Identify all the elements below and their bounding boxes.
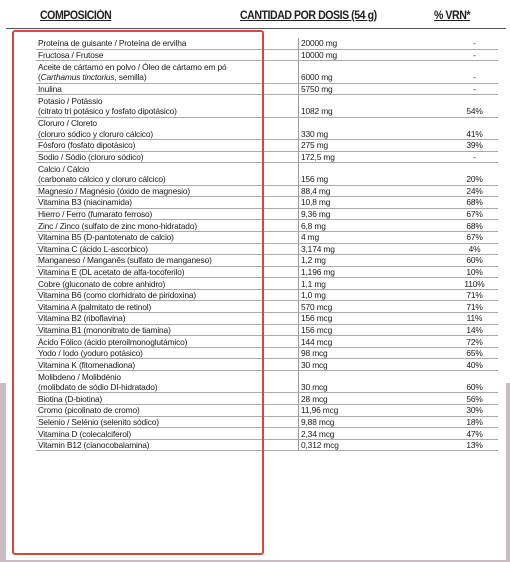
- table-row: [36, 117, 498, 139]
- ingredient-name-cell: [36, 313, 299, 325]
- table-row: [36, 163, 498, 185]
- vrn-cell: 39%: [451, 139, 498, 151]
- table-row: [36, 208, 498, 220]
- ingredient-name-line: Fósforo (fosfato dipotásico): [38, 140, 136, 151]
- ingredient-name-line: (cloruro sódico y cloruro cálcico): [38, 128, 153, 139]
- ingredient-name-line: Aceite de cártamo en polvo / Óleo de cártamo em pó: [38, 61, 227, 72]
- ingredient-name-line: Fructosa / Frutose: [38, 49, 104, 60]
- ingredient-name-cell: [36, 393, 299, 405]
- vrn-cell: 60%: [451, 255, 498, 267]
- dose-cell: 156 mg: [299, 163, 452, 185]
- ingredient-name-cell: [36, 49, 299, 61]
- dose-cell: 156 mcg: [299, 313, 452, 325]
- vrn-cell: 41%: [451, 117, 498, 139]
- table-row: [36, 301, 498, 313]
- table-row: [36, 289, 498, 301]
- dose-cell: 30 mcg: [299, 359, 452, 371]
- dose-cell: 144 mcg: [299, 336, 452, 348]
- vrn-cell: 68%: [451, 220, 498, 232]
- ingredient-name-cell: [36, 117, 299, 139]
- ingredient-name-cell: [36, 405, 299, 417]
- vrn-cell: 65%: [451, 347, 498, 359]
- ingredient-name-line: Vitamina E (DL acetato de alfa-tocoferilo): [38, 266, 185, 277]
- table-row: [36, 185, 498, 197]
- table-row: [36, 220, 498, 232]
- dose-cell: 275 mg: [299, 139, 452, 151]
- dose-cell: 1,1 mg: [299, 278, 452, 290]
- dose-cell: 6,8 mg: [299, 220, 452, 232]
- ingredient-name-line: Vitamina B2 (riboflavina): [38, 313, 126, 324]
- vrn-cell: 13%: [451, 439, 498, 451]
- ingredient-name-cell: [36, 95, 299, 117]
- ingredient-name-cell: [36, 255, 299, 267]
- vrn-cell: 72%: [451, 336, 498, 348]
- vrn-cell: 67%: [451, 208, 498, 220]
- ingredient-name-cell: [36, 220, 299, 232]
- ingredient-name-cell: [36, 185, 299, 197]
- dose-cell: 9,36 mg: [299, 208, 452, 220]
- ingredient-name-cell: [36, 278, 299, 290]
- dose-cell: 20000 mg: [299, 38, 452, 49]
- ingredient-name-line: (Carthamus tinctorius, semilla): [38, 72, 147, 83]
- vrn-cell: 54%: [451, 95, 498, 117]
- ingredient-name-line: Vitamina A (palmitato de retinol): [38, 301, 152, 312]
- dose-cell: 0,312 mcg: [299, 439, 452, 451]
- ingredient-name-cell: [36, 208, 299, 220]
- ingredient-name-line: Cromo (picolinato de cromo): [38, 405, 140, 416]
- table-row: [36, 439, 498, 451]
- ingredient-name-line: Potasio / Potássio: [38, 95, 103, 106]
- dose-cell: 570 mcg: [299, 301, 452, 313]
- ingredient-name-cell: [36, 428, 299, 440]
- ingredient-name-cell: [36, 336, 299, 348]
- dose-cell: 9,88 mcg: [299, 416, 452, 428]
- table-row: [36, 324, 498, 336]
- header-vrn: % VRN*: [434, 10, 471, 22]
- ingredient-name-line: (citrato tri potásico y fosfato dipotásico): [38, 106, 177, 117]
- dose-cell: 6000 mg: [299, 61, 452, 83]
- ingredient-name-line: Sodio / Sódio (cloruro sódico): [38, 151, 144, 162]
- dose-cell: 1082 mg: [299, 95, 452, 117]
- dose-cell: 4 mg: [299, 231, 452, 243]
- table-row: [36, 151, 498, 163]
- vrn-cell: 14%: [451, 324, 498, 336]
- table-row: [36, 95, 498, 117]
- ingredient-name-line: Cloruro / Cloreto: [38, 118, 97, 129]
- dose-cell: 172,5 mg: [299, 151, 452, 163]
- dose-cell: 88,4 mg: [299, 185, 452, 197]
- table-row: [36, 231, 498, 243]
- table-row: [36, 83, 498, 95]
- table-row: [36, 347, 498, 359]
- ingredient-name-cell: [36, 61, 299, 83]
- vrn-cell: 67%: [451, 231, 498, 243]
- ingredient-name-line: Manganeso / Manganês (sulfato de manganeso): [38, 255, 212, 266]
- dose-cell: 30 mcg: [299, 371, 452, 393]
- ingredient-name-line: Vitamina C (ácido L-ascorbico): [38, 243, 148, 254]
- vrn-cell: 110%: [451, 278, 498, 290]
- ingredient-name-cell: [36, 197, 299, 209]
- ingredient-name-cell: [36, 243, 299, 255]
- table-header: [6, 2, 506, 29]
- dose-cell: 330 mg: [299, 117, 452, 139]
- table-row: [36, 371, 498, 393]
- table-row: [36, 49, 498, 61]
- ingredient-name-cell: [36, 347, 299, 359]
- vrn-cell: 20%: [451, 163, 498, 185]
- header-dose: CANTIDAD POR DOSIS (54 g): [240, 10, 377, 22]
- ingredient-name-line: Vitamina B1 (mononitrato de tiamina): [38, 324, 171, 335]
- dose-cell: 1,196 mg: [299, 266, 452, 278]
- ingredient-name-cell: [36, 324, 299, 336]
- ingredient-name-line: Vitamina B6 (como clorhidrato de piridoxina): [38, 290, 197, 301]
- vrn-cell: 56%: [451, 393, 498, 405]
- ingredient-name-line: Molibdeno / Molibdénio: [38, 371, 121, 382]
- ingredient-name-line: Zinc / Zinco (sulfato de zinc mono-hidratado): [38, 220, 197, 231]
- vrn-cell: 10%: [451, 266, 498, 278]
- ingredient-name-line: Vitamina D (colecalciferol): [38, 428, 132, 439]
- table-row: [36, 405, 498, 417]
- ingredient-name-line: Hierro / Ferro (fumarato ferroso): [38, 209, 153, 220]
- vrn-cell: 18%: [451, 416, 498, 428]
- table-row: [36, 393, 498, 405]
- table-row: [36, 416, 498, 428]
- ingredient-name-line: Magnesio / Magnésio (óxido de magnesio): [38, 185, 190, 196]
- table-row: [36, 255, 498, 267]
- table-row: [36, 428, 498, 440]
- dose-cell: 98 mcg: [299, 347, 452, 359]
- header-composition: COMPOSICIÓN: [40, 10, 112, 22]
- table-row: [36, 61, 498, 83]
- ingredient-name-cell: [36, 139, 299, 151]
- ingredient-name-cell: [36, 38, 299, 49]
- table-row: [36, 313, 498, 325]
- vrn-cell: 4%: [451, 243, 498, 255]
- ingredient-name-cell: [36, 301, 299, 313]
- ingredient-name-line: Vitamin B12 (cianocobalamina): [38, 440, 150, 451]
- ingredient-name-cell: [36, 266, 299, 278]
- vrn-cell: -: [451, 49, 498, 61]
- vrn-cell: 40%: [451, 359, 498, 371]
- vrn-cell: 68%: [451, 197, 498, 209]
- ingredient-name-line: Inulina: [38, 83, 62, 94]
- vrn-cell: 71%: [451, 301, 498, 313]
- table-row: [36, 243, 498, 255]
- ingredient-name-line: Biotina (D-biotina): [38, 393, 103, 404]
- vrn-cell: 71%: [451, 289, 498, 301]
- ingredient-name-cell: [36, 416, 299, 428]
- ingredient-name-line: Cobre (gluconato de cobre anhidro): [38, 278, 166, 289]
- vrn-cell: -: [451, 61, 498, 83]
- ingredient-name-cell: [36, 359, 299, 371]
- ingredient-name-line: Yodo / Iodo (yoduro potásico): [38, 348, 143, 359]
- vrn-cell: 24%: [451, 185, 498, 197]
- dose-cell: 10,8 mg: [299, 197, 452, 209]
- dose-cell: 5750 mg: [299, 83, 452, 95]
- ingredient-name-line: Selenio / Selénio (selenito sódico): [38, 416, 159, 427]
- ingredient-name-line: Vitamina B5 (D-pantotenato de calcio): [38, 232, 174, 243]
- composition-rows: [36, 38, 498, 451]
- table-row: [36, 336, 498, 348]
- table-row: [36, 266, 498, 278]
- ingredient-name-cell: [36, 163, 299, 185]
- ingredient-name-line: Calcio / Cálcio: [38, 163, 90, 174]
- composition-table: [36, 38, 498, 451]
- dose-cell: 1,0 mg: [299, 289, 452, 301]
- dose-cell: 11,96 mcg: [299, 405, 452, 417]
- vrn-cell: -: [451, 151, 498, 163]
- dose-cell: 10000 mg: [299, 49, 452, 61]
- ingredient-name-cell: [36, 231, 299, 243]
- dose-cell: 2,34 mcg: [299, 428, 452, 440]
- ingredient-name-line: Ácido Fólico (ácido pteroilmonoglutámico): [38, 336, 188, 347]
- table-row: [36, 359, 498, 371]
- ingredient-name-line: Vitamina K (fitomenadiona): [38, 359, 135, 370]
- vrn-cell: -: [451, 83, 498, 95]
- vrn-cell: -: [451, 38, 498, 49]
- table-row: [36, 197, 498, 209]
- dose-cell: 156 mcg: [299, 324, 452, 336]
- vrn-cell: 60%: [451, 371, 498, 393]
- ingredient-name-line: (carbonato cálcico y cloruro cálcico): [38, 174, 166, 185]
- ingredient-name-line: Proteína de guisante / Proteína de ervilha: [38, 38, 187, 49]
- ingredient-name-cell: [36, 83, 299, 95]
- ingredient-name-cell: [36, 151, 299, 163]
- ingredient-name-cell: [36, 289, 299, 301]
- vrn-cell: 11%: [451, 313, 498, 325]
- vrn-cell: 47%: [451, 428, 498, 440]
- table-row: [36, 278, 498, 290]
- dose-cell: 3,174 mg: [299, 243, 452, 255]
- dose-cell: 1,2 mg: [299, 255, 452, 267]
- table-row: [36, 139, 498, 151]
- dose-cell: 28 mcg: [299, 393, 452, 405]
- composition-card: [6, 2, 506, 560]
- ingredient-name-line: Vitamina B3 (niacinamida): [38, 197, 132, 208]
- ingredient-name-cell: [36, 439, 299, 451]
- vrn-cell: 30%: [451, 405, 498, 417]
- ingredient-name-cell: [36, 371, 299, 393]
- table-row: [36, 38, 498, 49]
- ingredient-name-line: (molibdato de sódio DI-hidratado): [38, 382, 158, 393]
